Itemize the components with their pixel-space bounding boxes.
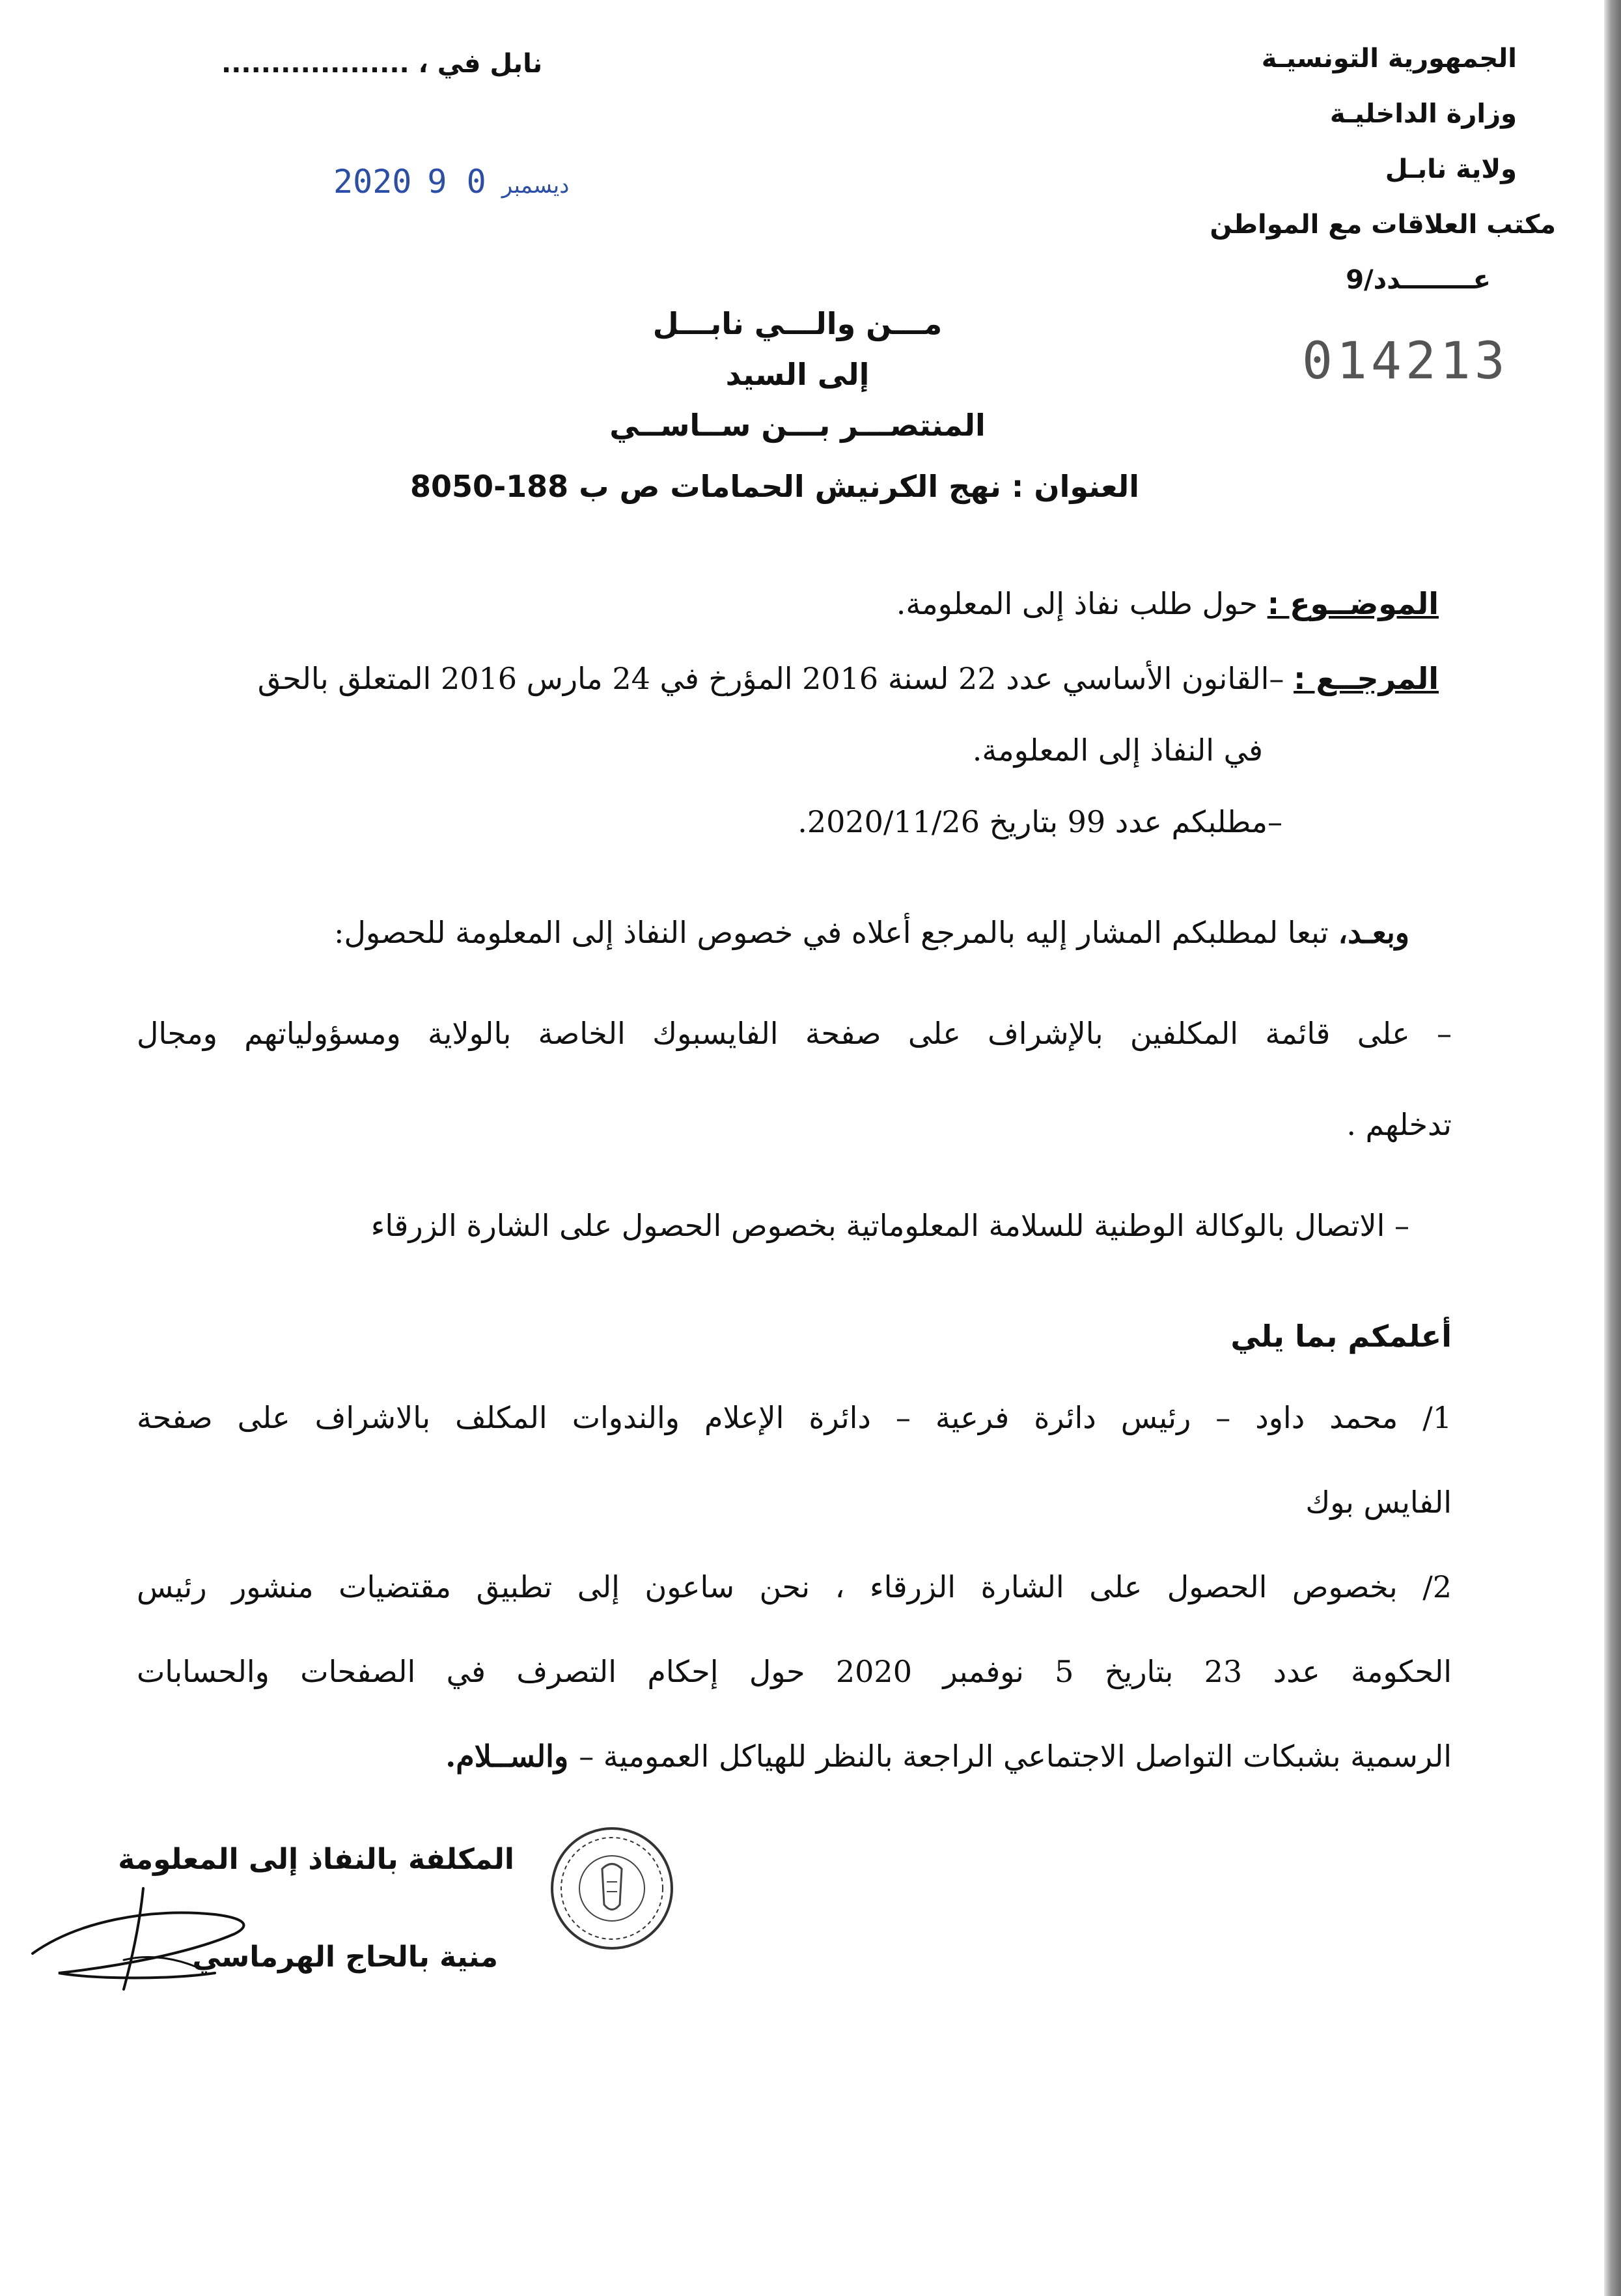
reference-label: المرجــع : [1294, 661, 1439, 696]
handwritten-signature-icon [20, 1875, 293, 2006]
date-stamp-year: 2020 [333, 163, 412, 201]
intro-lead: وبعـد، [1338, 915, 1409, 950]
date-stamp-day: 0 9 [427, 163, 486, 201]
header-country: الجمهورية التونسيـة [1261, 44, 1517, 74]
answer-2-line-3-text: الرسمية بشبكات التواصل الاجتماعي الراجعة بالنظر للهياكل العمومية – [579, 1739, 1452, 1774]
from-line: مـــن والـــي نابـــل [652, 306, 943, 341]
subject-label: الموضــوع : [1267, 586, 1439, 621]
scan-edge-shadow [1604, 0, 1621, 2296]
inform-heading: أعلمكم بما يلي [1230, 1319, 1452, 1354]
answer-2-line-2: الحكومة عدد 23 بتاريخ 5 نوفمبر 2020 حول إحكام التصرف في الصفحات والحسابات [137, 1654, 1452, 1689]
request-item-1-line-2: تدخلهم . [1346, 1107, 1452, 1142]
header-number-label: عــــــــدد/9 [1346, 265, 1491, 295]
subject-line [124, 586, 1439, 621]
subject-text: حول طلب نفاذ إلى المعلومة. [896, 586, 1258, 621]
date-stamp-month: ديسمبر [501, 173, 570, 199]
answer-2-line-3 [137, 1739, 1452, 1774]
intro-paragraph [94, 915, 1409, 950]
reference-text-1: –القانون الأساسي عدد 22 لسنة 2016 المؤرخ في 24 مارس 2016 المتعلق بالحق [257, 661, 1284, 696]
official-seal-icon [547, 1823, 677, 1953]
answer-2-line-1: 2/ بخصوص الحصول على الشارة الزرقاء ، نحن ساعون إلى تطبيق مقتضيات منشور رئيس [137, 1569, 1452, 1604]
signature-name: منية بالحاج الهرماسي [192, 1940, 498, 1974]
reference-line-1 [124, 661, 1439, 696]
date-stamp [326, 163, 577, 201]
place-date-line: نابل في ، ................... [221, 49, 543, 79]
reference-line-3: –مطلبكم عدد 99 بتاريخ 2020/11/26. [797, 804, 1282, 839]
header-ministry: وزارة الداخليـة [1329, 99, 1517, 129]
registration-number-stamp: 014213 [1302, 332, 1509, 391]
answer-1-line-2: الفايس بوك [1305, 1485, 1452, 1520]
intro-rest: تبعا لمطلبكم المشار إليه بالمرجع أعلاه في خصوص النفاذ إلى المعلومة للحصول: [333, 915, 1338, 950]
recipient-name: المنتصـــر بـــن ســاســي [609, 408, 986, 443]
recipient-address: العنوان : نهج الكرنيش الحمامات ص ب 188-8050 [410, 469, 1139, 504]
to-line: إلى السيد [725, 357, 870, 392]
request-item-1-line-1: – على قائمة المكلفين بالإشراف على صفحة الفايسبوك الخاصة بالولاية ومسؤولياتهم ومجال [137, 1016, 1452, 1051]
request-item-2: – الاتصال بالوكالة الوطنية للسلامة المعلوماتية بخصوص الحصول على الشارة الزرقاء [370, 1208, 1409, 1243]
answer-1-line-1: 1/ محمد داود – رئيس دائرة فرعية – دائرة الإعلام والندوات المكلف بالاشراف على صفحة [137, 1400, 1452, 1435]
header-governorate: ولاية نابـل [1385, 154, 1517, 184]
signature-title: المكلفة بالنفاذ إلى المعلومة [118, 1843, 514, 1876]
reference-line-2: في النفاذ إلى المعلومة. [972, 733, 1263, 768]
closing-salutation: والســلام. [445, 1739, 579, 1774]
header-office: مكتب العلاقات مع المواطن [1210, 210, 1556, 240]
